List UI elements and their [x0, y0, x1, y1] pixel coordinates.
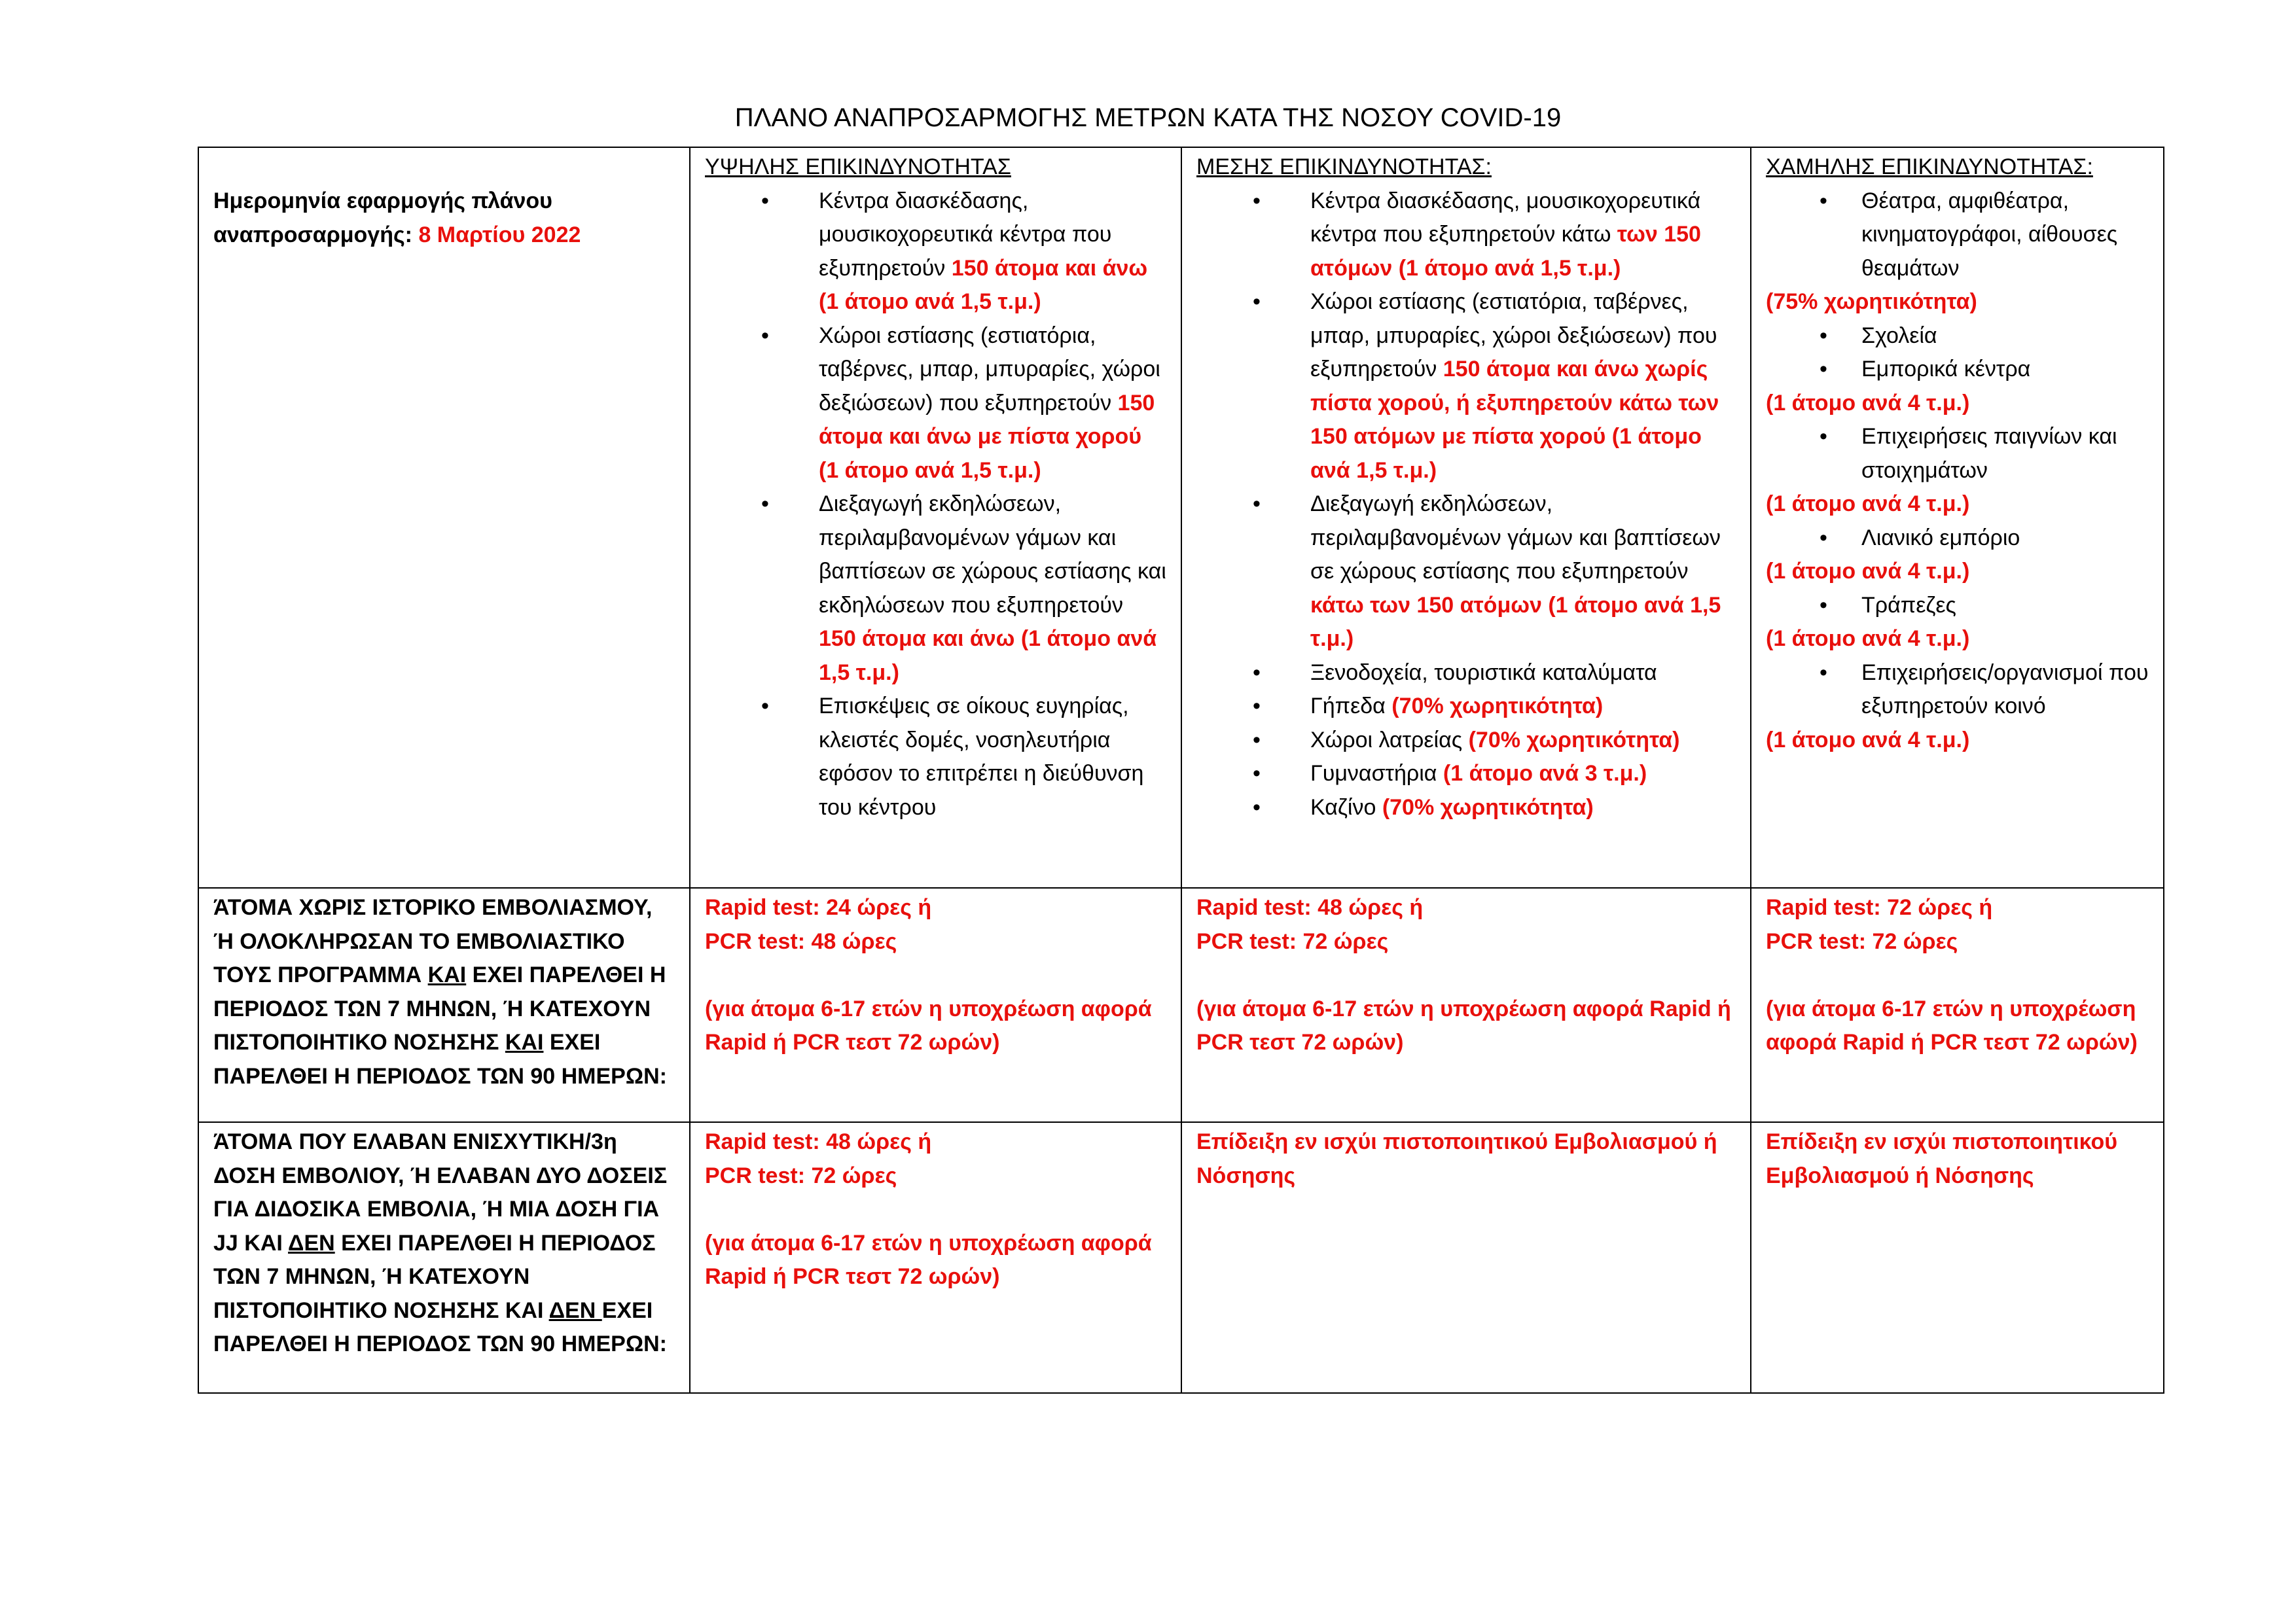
label-emphasis: ΔΕΝ — [548, 1297, 602, 1323]
item-text: Διεξαγωγή εκδηλώσεων, περιλαμβανομένων γάμων και βαπτίσεων σε χώρους εστίασης που εξυπηρετούν — [1310, 491, 1721, 584]
list-item — [1766, 319, 2149, 353]
certificate-requirement: Επίδειξη εν ισχύι πιστοποιητικού Εμβολιασμού ή Νόσησης — [1766, 1129, 2118, 1188]
list-item — [1196, 656, 1736, 690]
item-text: Χώροι λατρείας — [1310, 727, 1463, 752]
list-item — [1196, 724, 1736, 758]
label-text: ΕΧΕΙ ΠΑΡΕΛΘΕΙ Η ΠΕΡΙΟΔΟΣ ΤΩΝ 7 ΜΗΝΩΝ, Ή ΚΑΤΕΧΟΥΝ ΠΙΣΤΟΠΟΙΗΤΙΚΟ ΝΟΣΗΣΗΣ — [213, 962, 666, 1055]
high-risk-header: ΥΨΗΛΗΣ ΕΠΙΚΙΝΔΥΝΟΤΗΤΑΣ — [705, 154, 1011, 179]
item-text: Σχολεία — [1861, 323, 1937, 348]
high-risk-list — [705, 185, 1166, 825]
item-capacity: (1 άτομο ανά 3 τ.μ.) — [1443, 761, 1647, 786]
date-value: 8 Μαρτίου 2022 — [418, 222, 581, 247]
label-text: ΕΧΕΙ ΠΑΡΕΛΘΕΙ Η ΠΕΡΙΟΔΟΣ ΤΩΝ 90 ΗΜΕΡΩΝ: — [213, 1297, 667, 1356]
list-item — [705, 185, 1166, 319]
item-capacity: (1 άτομο ανά 4 τ.μ.) — [1766, 626, 1970, 651]
item-capacity: 150 άτομα και άνω (1 άτομο ανά 1,5 τ.μ.) — [819, 626, 1157, 685]
medium-risk-header: ΜΕΣΗΣ ΕΠΙΚΙΝΔΥΝΟΤΗΤΑΣ: — [1196, 154, 1492, 179]
item-capacity: κάτω των 150 ατόμων (1 άτομο ανά 1,5 τ.μ.) — [1310, 592, 1721, 651]
item-capacity: των 150 ατόμων (1 άτομο ανά 1,5 τ.μ.) — [1310, 222, 1701, 281]
rapid-test: Rapid test: 72 ώρες ή — [1766, 895, 1993, 920]
item-text: Χώροι εστίασης (εστιατόρια, ταβέρνες, μπαρ, μπυραρίες, χώροι δεξιώσεων) που εξυπηρετούν — [819, 323, 1160, 415]
list-item — [1196, 487, 1736, 656]
medium-risk-list — [1196, 185, 1736, 825]
label-emphasis: ΚΑΙ — [505, 1030, 544, 1055]
minors-note: (για άτομα 6-17 ετών η υποχρέωση αφορά Rapid ή PCR τεστ 72 ωρών) — [705, 996, 1152, 1055]
item-text: Γυμναστήρια — [1310, 761, 1443, 786]
item-capacity: (1 άτομο ανά 4 τ.μ.) — [1766, 727, 1970, 752]
row-label-unvaccinated — [198, 888, 690, 1122]
item-capacity: (1 άτομο ανά 4 τ.μ.) — [1766, 491, 1970, 516]
minors-note: (για άτομα 6-17 ετών η υποχρέωση αφορά Rapid ή PCR τεστ 72 ωρών) — [1766, 996, 2138, 1055]
date-label — [213, 185, 675, 252]
list-item — [1766, 589, 2149, 623]
low-risk-header: ΧΑΜΗΛΗΣ ΕΠΙΚΙΝΔΥΝΟΤΗΤΑΣ: — [1766, 154, 2093, 179]
item-text: Ξενοδοχεία, τουριστικά καταλύματα — [1310, 660, 1657, 685]
label-text: ΕΧΕΙ ΠΑΡΕΛΘΕΙ Η ΠΕΡΙΟΔΟΣ ΤΩΝ 7 ΜΗΝΩΝ, Ή ΚΑΤΕΧΟΥΝ ΠΙΣΤΟΠΟΙΗΤΙΚΟ ΝΟΣΗΣΗΣ ΚΑΙ — [213, 1230, 656, 1323]
date-label-text: Ημερομηνία εφαρμογής πλάνου αναπροσαρμογής: — [213, 188, 552, 247]
spacer — [1196, 959, 1736, 993]
item-text: Λιανικό εμπόριο — [1861, 525, 2020, 550]
list-item — [1196, 757, 1736, 791]
high-risk-test-cell — [690, 888, 1181, 1122]
item-text: Επιχειρήσεις παιγνίων και στοιχημάτων — [1861, 424, 2117, 483]
minors-note: (για άτομα 6-17 ετών η υποχρέωση αφορά Rapid ή PCR τεστ 72 ωρών) — [705, 1230, 1152, 1289]
list-item — [1766, 656, 2149, 724]
low-risk-certificate-cell — [1751, 1122, 2164, 1393]
rapid-test: Rapid test: 24 ώρες ή — [705, 895, 932, 920]
list-item — [1766, 185, 2149, 286]
item-capacity: (1 άτομο ανά 4 τ.μ.) — [1766, 390, 1970, 415]
list-item — [1766, 420, 2149, 487]
measures-table — [198, 147, 2164, 1394]
table-row — [198, 1122, 2164, 1393]
item-capacity: 150 άτομα και άνω (1 άτομο ανά 1,5 τ.μ.) — [819, 255, 1148, 314]
minors-note: (για άτομα 6-17 ετών η υποχρέωση αφορά Rapid ή PCR τεστ 72 ωρών) — [1196, 996, 1731, 1055]
rapid-test: Rapid test: 48 ώρες ή — [705, 1129, 932, 1154]
item-capacity: (75% χωρητικότητα) — [1766, 289, 1977, 314]
low-risk-list — [1766, 589, 2149, 623]
list-item — [1766, 353, 2149, 387]
certificate-requirement: Επίδειξη εν ισχύι πιστοποιητικού Εμβολιασμού ή Νόσησης — [1196, 1129, 1717, 1188]
high-risk-cell — [690, 147, 1181, 888]
item-capacity-density: (1 άτομο ανά 1,5 τ.μ.) — [819, 457, 1041, 483]
item-text: Διεξαγωγή εκδηλώσεων, περιλαμβανομένων γάμων και βαπτίσεων σε χώρους εστίασης και εκδηλώσεων που εξυπηρετούν — [819, 491, 1166, 618]
item-text: Επιχειρήσεις/οργανισμοί που εξυπηρετούν κοινό — [1861, 660, 2149, 718]
item-capacity: (70% χωρητικότητα) — [1382, 794, 1594, 820]
low-risk-cell — [1751, 147, 2164, 888]
item-capacity: 150 άτομα και άνω με πίστα χορού — [819, 390, 1155, 449]
item-text: Κέντρα διασκέδασης, μουσικοχορευτικά κέντρα που εξυπηρετούν — [819, 188, 1112, 281]
item-text: Επισκέψεις σε οίκους ευγηρίας, κλειστές δομές, νοσηλευτήρια εφόσον το επιτρέπει η διεύθυνση του κέντρου — [819, 694, 1144, 820]
list-item — [1196, 185, 1736, 286]
item-capacity: (1 άτομο ανά 4 τ.μ.) — [1766, 559, 1970, 584]
medium-risk-test-cell — [1181, 888, 1751, 1122]
list-item — [705, 690, 1166, 824]
list-item — [1196, 690, 1736, 724]
item-capacity: (70% χωρητικότητα) — [1391, 694, 1604, 718]
list-item — [1196, 285, 1736, 487]
medium-risk-cell — [1181, 147, 1751, 888]
high-risk-test-cell — [690, 1122, 1181, 1393]
item-text: Κέντρα διασκέδασης, μουσικοχορευτικά κέντρα που εξυπηρετούν κάτω — [1310, 188, 1701, 247]
medium-risk-certificate-cell — [1181, 1122, 1751, 1393]
low-risk-test-cell — [1751, 888, 2164, 1122]
label-text: ΆΤΟΜΑ ΧΩΡΙΣ ΙΣΤΟΡΙΚΟ ΕΜΒΟΛΙΑΣΜΟΥ, Ή ΟΛΟΚΛΗΡΩΣΑΝ ΤΟ ΕΜΒΟΛΙΑΣΤΙΚΟ ΤΟΥΣ ΠΡΟΓΡΑΜΜΑ — [213, 895, 653, 987]
item-text: Εμπορικά κέντρα — [1861, 357, 2031, 381]
low-risk-list — [1766, 656, 2149, 724]
item-text: Καζίνο — [1310, 794, 1376, 820]
list-item — [705, 487, 1166, 690]
page-title: ΠΛΑΝΟ ΑΝΑΠΡΟΣΑΡΜΟΓΗΣ ΜΕΤΡΩΝ ΚΑΤΑ ΤΗΣ ΝΟΣΟΥ COVID-19 — [734, 103, 1562, 132]
pcr-test: PCR test: 48 ώρες — [705, 928, 897, 954]
pcr-test: PCR test: 72 ώρες — [1196, 928, 1389, 954]
pcr-test: PCR test: 72 ώρες — [705, 1163, 897, 1188]
item-capacity: 150 άτομα και άνω χωρίς πίστα χορού, ή εξυπηρετούν κάτω των 150 ατόμων με πίστα χορού (1 άτομο ανά 1,5 τ.μ.) — [1310, 357, 1719, 483]
low-risk-list — [1766, 319, 2149, 387]
date-cell — [198, 147, 690, 888]
list-item — [1766, 521, 2149, 556]
label-emphasis: ΔΕΝ — [288, 1230, 335, 1256]
low-risk-list — [1766, 521, 2149, 556]
low-risk-list — [1766, 420, 2149, 487]
item-text: Χώροι εστίασης (εστιατόρια, ταβέρνες, μπαρ, μπυραρίες, χώροι δεξιώσεων) που εξυπηρετούν — [1310, 289, 1717, 381]
spacer — [705, 959, 1166, 993]
table-row — [198, 147, 2164, 888]
item-text: Γήπεδα — [1310, 694, 1386, 718]
label-text: ΆΤΟΜΑ ΠΟΥ ΕΛΑΒΑΝ ΕΝΙΣΧΥΤΙΚΗ/3η ΔΟΣΗ ΕΜΒΟΛΙΟΥ, Ή ΕΛΑΒΑΝ ΔΥΟ ΔΟΣΕΙΣ ΓΙΑ ΔΙΔΟΣΙΚΑ ΕΜΒΟΛΙΑ, Ή ΜΙΑ ΔΟΣΗ ΓΙΑ JJ ΚΑΙ — [213, 1129, 668, 1256]
spacer — [705, 1193, 1166, 1227]
label-emphasis: ΚΑΙ — [427, 962, 467, 987]
rapid-test: Rapid test: 48 ώρες ή — [1196, 895, 1424, 920]
row-label-boosted — [198, 1122, 690, 1393]
item-text: Θέατρα, αμφιθέατρα, κινηματογράφοι, αίθουσες θεαμάτων — [1861, 188, 2118, 281]
label-text: ΕΧΕΙ ΠΑΡΕΛΘΕΙ Η ΠΕΡΙΟΔΟΣ ΤΩΝ 90 ΗΜΕΡΩΝ: — [213, 1030, 667, 1089]
table-row — [198, 888, 2164, 1122]
item-capacity: (70% χωρητικότητα) — [1468, 727, 1680, 752]
pcr-test: PCR test: 72 ώρες — [1766, 928, 1958, 954]
item-text: Τράπεζες — [1861, 592, 1956, 618]
low-risk-list — [1766, 185, 2149, 286]
list-item — [705, 319, 1166, 488]
list-item — [1196, 791, 1736, 825]
spacer — [1766, 959, 2149, 993]
